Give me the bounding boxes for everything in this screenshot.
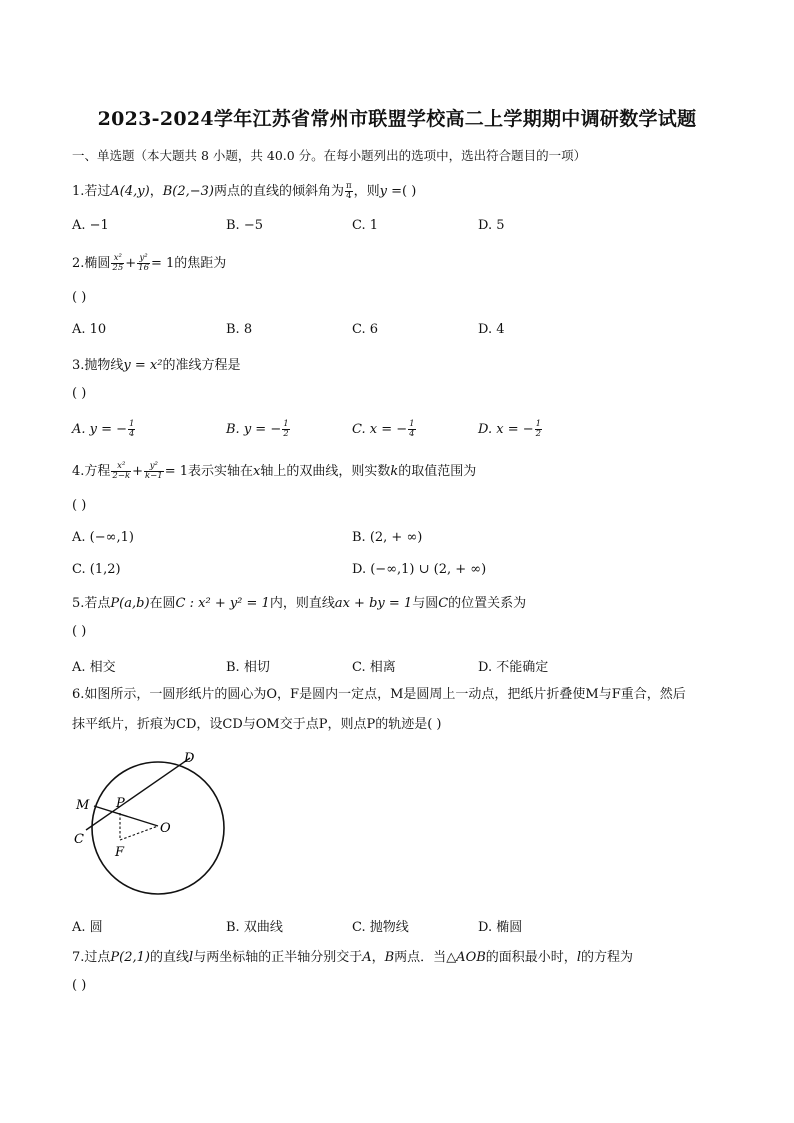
q2-fraction-1	[111, 254, 124, 273]
q4-fraction-2	[144, 462, 164, 481]
q4-plus: +	[132, 464, 144, 479]
q5-circle-c: C	[438, 596, 449, 611]
q3-c-pre: C. x = −	[352, 422, 408, 437]
q4-k: k	[390, 464, 399, 479]
q7-number: 7.	[72, 950, 85, 965]
q3-d-num: 1	[535, 419, 542, 429]
q3-b-num: 1	[283, 419, 289, 429]
q1-y: y =	[379, 184, 402, 199]
q6-figure	[60, 744, 250, 904]
q1-option-b: B. −5	[226, 218, 263, 233]
q1-text-2: 两点的直线的倾斜角为	[213, 184, 344, 199]
q5-option-d: D. 不能确定	[478, 660, 549, 675]
q3-option-d	[478, 420, 543, 439]
question-3	[72, 354, 240, 373]
q1-option-c: C. 1	[352, 218, 379, 233]
q1-point-a: A(4,y)	[110, 184, 150, 199]
q2-text: 椭圆	[84, 256, 111, 271]
q6-option-d: D. 椭圆	[478, 920, 523, 935]
q4-text-4: 的取值范围为	[398, 464, 477, 479]
q4-fraction-1	[111, 462, 131, 481]
q2-paren: ( )	[72, 290, 87, 305]
q7-line-l-2: l	[576, 950, 581, 965]
question-6	[72, 680, 722, 740]
q2-f2-num: y²	[137, 254, 150, 264]
q4-option-c: C. (1,2)	[72, 562, 121, 577]
q4-equals: = 1	[164, 464, 188, 479]
q1-option-d: D. 5	[478, 218, 505, 233]
q5-text-5: 的位置关系为	[448, 596, 527, 611]
q5-text: 若点	[84, 596, 111, 611]
q3-paren: ( )	[72, 386, 87, 401]
q5-text-3: 内，则直线	[269, 596, 335, 611]
q1-number: 1.	[72, 184, 85, 199]
q3-a-den: 4	[129, 429, 135, 439]
section-heading: 一、单选题（本大题共 8 小题，共 40.0 分。在每小题列出的选项中，选出符合题目的一项）	[72, 148, 587, 163]
question-1	[72, 180, 416, 201]
q4-text-3: 轴上的双曲线，则实数	[260, 464, 391, 479]
q2-option-c: C. 6	[352, 322, 379, 337]
question-2	[72, 252, 226, 273]
q2-number: 2.	[72, 256, 85, 271]
q4-option-b: B. (2, + ∞)	[352, 530, 423, 545]
q1-paren: ( )	[401, 184, 417, 199]
q1-comma: ，	[149, 184, 163, 199]
q7-text-5: 两点．当	[394, 950, 447, 965]
q7-text-3: 与两坐标轴的正半轴分别交于	[193, 950, 363, 965]
q6-circle	[92, 762, 224, 894]
q7-text: 过点	[84, 950, 111, 965]
q5-text-4: 与圆	[412, 596, 439, 611]
q6-line-1: 6.如图所示，一圆形纸片的圆心为O，F是圆内一定点，M是圆周上一动点，把纸片折叠使M与F重合，然后	[72, 687, 686, 702]
q1-fraction	[345, 182, 353, 201]
q2-option-a: A. 10	[72, 322, 107, 337]
q3-c-frac	[408, 420, 415, 439]
q7-text-7: 的方程为	[580, 950, 633, 965]
q2-equals: = 1	[150, 256, 175, 271]
q1-text-3: ，则	[353, 184, 380, 199]
question-5	[72, 592, 526, 611]
q5-option-a: A. 相交	[72, 660, 116, 675]
q6-segment-om	[94, 806, 158, 826]
q7-text-6: 的面积最小时，	[485, 950, 577, 965]
q2-f1-num: x²	[111, 254, 124, 264]
q3-text: 抛物线	[84, 358, 124, 373]
q3-a-num: 1	[129, 419, 135, 429]
q4-text-2: 表示实轴在	[188, 464, 254, 479]
q4-f2-den: k−1	[145, 471, 163, 481]
q7-point: P(2,1)	[110, 950, 150, 965]
q4-option-d: D. (−∞,1) ∪ (2, + ∞)	[352, 562, 487, 577]
q4-option-a: A. (−∞,1)	[72, 530, 134, 545]
q6-line-2: 抹平纸片，折痕为CD，设CD与OM交于点P，则点P的轨迹是( )	[72, 717, 442, 732]
q7-paren: ( )	[72, 978, 87, 993]
q3-c-den: 4	[409, 429, 415, 439]
q6-option-b: B. 双曲线	[226, 920, 283, 935]
q3-d-pre: D. x = −	[478, 422, 534, 437]
q5-option-c: C. 相离	[352, 660, 396, 675]
q5-circle: C : x² + y² = 1	[175, 596, 270, 611]
q6-label-f: F	[115, 845, 125, 860]
q3-d-frac	[535, 420, 542, 439]
q5-number: 5.	[72, 596, 85, 611]
q3-a-pre: A. y = −	[72, 422, 128, 437]
q5-line: ax + by = 1	[334, 596, 413, 611]
q6-option-c: C. 抛物线	[352, 920, 409, 935]
q1-text: 若过	[84, 184, 111, 199]
q7-b: B	[384, 950, 395, 965]
q5-point: P(a,b)	[110, 596, 150, 611]
q4-x: x	[253, 464, 261, 479]
page-title: 2023-2024学年江苏省常州市联盟学校高二上学期期中调研数学试题	[97, 108, 697, 130]
q7-a: A	[362, 950, 372, 965]
q3-option-c	[352, 420, 417, 439]
q2-option-b: B. 8	[226, 322, 253, 337]
q3-text-2: 的准线方程是	[162, 358, 241, 373]
q3-b-frac	[282, 420, 289, 439]
q2-option-d: D. 4	[478, 322, 505, 337]
q1-point-b: B(2,−3)	[162, 184, 214, 199]
q1-option-a: A. −1	[72, 218, 109, 233]
q3-d-den: 2	[535, 429, 542, 439]
q4-f1-den: 2−k	[112, 471, 131, 481]
q1-frac-den: 4	[346, 191, 352, 201]
q4-f1-num: x²	[111, 462, 131, 472]
q2-fraction-2	[137, 254, 150, 273]
q5-text-2: 在圆	[149, 596, 176, 611]
q7-line-l: l	[189, 950, 194, 965]
q3-b-den: 2	[283, 429, 289, 439]
q2-f1-den: 25	[112, 263, 124, 273]
q2-text-2: 的焦距为	[174, 256, 227, 271]
q4-paren: ( )	[72, 498, 87, 513]
q6-label-d: D	[184, 751, 195, 766]
q3-c-num: 1	[409, 419, 415, 429]
q6-segment-fo	[120, 826, 158, 840]
q6-label-c: C	[74, 832, 84, 847]
question-4	[72, 460, 476, 481]
q3-option-b	[226, 420, 291, 439]
q5-paren: ( )	[72, 624, 87, 639]
q1-frac-num: π	[346, 181, 352, 191]
q3-option-a	[72, 420, 136, 439]
q6-label-o: O	[160, 821, 171, 836]
q7-text-2: 的直线	[150, 950, 190, 965]
q3-a-frac	[128, 420, 135, 439]
q3-expression: y = x²	[123, 358, 163, 373]
q2-f2-den: 16	[138, 263, 149, 273]
q6-label-p: P	[116, 796, 125, 811]
q3-b-pre: B. y = −	[226, 422, 282, 437]
q5-option-b: B. 相切	[226, 660, 270, 675]
q4-text: 方程	[84, 464, 111, 479]
q4-f2-num: y²	[144, 462, 164, 472]
q4-number: 4.	[72, 464, 85, 479]
q7-comma: ，	[371, 950, 385, 965]
q2-plus: +	[125, 256, 137, 271]
q3-number: 3.	[72, 358, 85, 373]
q6-option-a: A. 圆	[72, 920, 103, 935]
question-7	[72, 946, 633, 965]
q6-label-m: M	[76, 798, 90, 813]
q7-triangle: △AOB	[446, 950, 486, 965]
